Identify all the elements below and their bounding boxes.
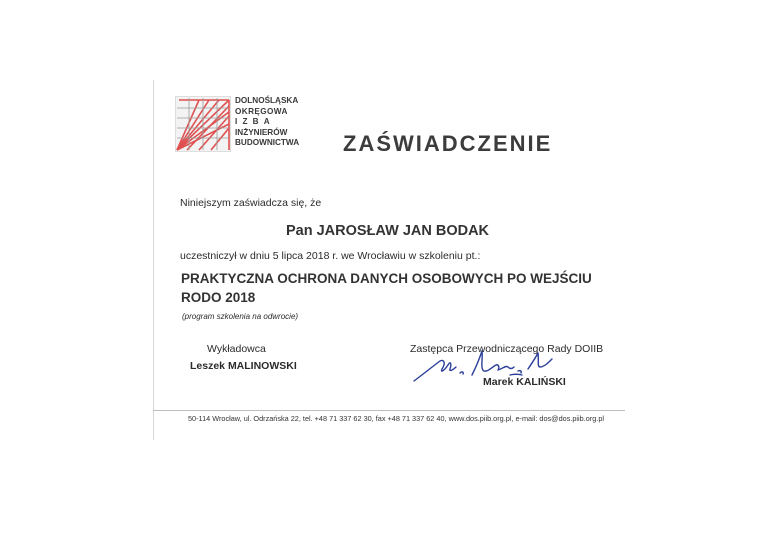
org-line-2: OKRĘGOWA	[235, 106, 288, 116]
org-line-4: INŻYNIERÓW	[235, 127, 288, 137]
training-title	[181, 269, 592, 307]
deputy-name: Marek KALIŃSKI	[483, 376, 566, 388]
lecturer-role: Wykładowca	[207, 343, 266, 355]
org-line-1: DOLNOŚLĄSKA	[235, 96, 299, 105]
org-line-5: BUDOWNICTWA	[235, 138, 300, 147]
attendance-text: uczestniczył w dniu 5 lipca 2018 r. we Wrocławiu w szkoleniu pt.:	[180, 250, 481, 262]
footer-contact: 50-114 Wrocław, ul. Odrzańska 22, tel. +48 71 337 62 30, fax +48 71 337 62 40, www.dos.piib.org.pl, e-mail: dos@dos.piib.org.pl	[188, 414, 605, 423]
training-title-line-2: RODO 2018	[181, 290, 256, 305]
program-note: (program szkolenia na odwrocie)	[182, 312, 299, 321]
deputy-role: Zastępca Przewodniczącego Rady DOIIB	[410, 343, 604, 355]
organization-name	[235, 96, 299, 149]
footer-divider	[153, 410, 625, 411]
chamber-logo-icon	[175, 96, 231, 152]
training-title-line-1: PRAKTYCZNA OCHRONA DANYCH OSOBOWYCH PO WEJŚCIU	[181, 271, 592, 286]
intro-text: Niniejszym zaświadcza się, że	[180, 197, 322, 209]
org-line-3: IZBA	[235, 117, 275, 126]
document-title: ZAŚWIADCZENIE	[343, 131, 553, 156]
recipient-name: Pan JAROSŁAW JAN BODAK	[286, 223, 490, 239]
lecturer-name: Leszek MALINOWSKI	[190, 360, 297, 372]
